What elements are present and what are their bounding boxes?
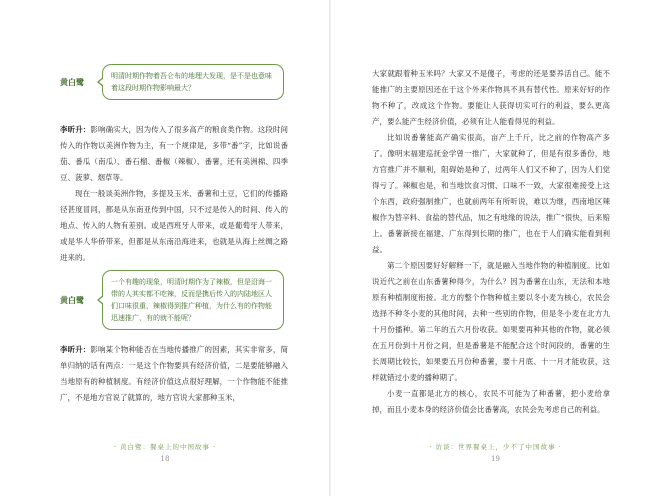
paragraph bbox=[60, 122, 288, 186]
paragraph: 大家就跟着种玉米吗？大家又不是傻子，考虑的还是要养活自己。能不能推广的主要原因还在于这个外来作物具不具有替代性。原来好好的作物不种了，改成这个作物。要能让人获得切实可行的利益，要么更高产，要么能产生经济价值，必须有让人能看得见的利益。 bbox=[372, 69, 610, 126]
paragraph: 比如说番薯能高产确实很高，亩产上千斤，比之前的作物高产多了。像明末福建巡抚金学曾一推广，大家就种了，但是有很多番份，地方官推广并不顺利，阻碍始是种了，过两年人们又不种了，因为人们觉得亏了。辣椒也是，和当地饮食习惯、口味不一致，大家很难接受上这个东西，政府强制推广，也就前两年有所听说，难以为继，西南地区辣椒作为替辛料、食盐的替代品，加之有地缘的说法，推广“很快，后来赔上。番薯新接在福建、广东得到长期的推广，也在于人们确实能看到利益。 bbox=[372, 133, 610, 254]
answer-speaker: 李昕升： bbox=[60, 125, 91, 134]
callout-question-2 bbox=[60, 270, 284, 330]
answer-block-1 bbox=[60, 122, 288, 266]
paragraph: 小麦一直都是北方的核心，农民不可能为了种番薯，把小麦给拿掉，而且小麦本身的经济价值会比番薯高，农民会先考虑自己的利益。 bbox=[372, 389, 610, 414]
page-number: 18 bbox=[160, 455, 170, 463]
callout-bubble: 明清时期作物着吾仑布的地理大发现，是不是也意味着这段时期作物影响最大？ bbox=[102, 64, 284, 100]
right-page bbox=[330, 0, 661, 496]
callout-speaker: 黄白鹭 bbox=[60, 76, 84, 87]
paragraph-text: 影响确实大，因为传入了很多高产的粮食类作物。这段时间传入的作物以美洲作物为主，有一个规律是，多带“番”字，比如说番茄、番瓜（南瓜）、番石榴、番椒（辣椒）、番薯，还有美洲棉、四季豆、菠萝、烟草等。 bbox=[60, 125, 289, 182]
callout-speaker: 黄白鹭 bbox=[60, 294, 84, 305]
paragraph: 第二个原因要好好解释一下，就是融入当地作物的种植制度。比如说近代之前在山东番薯种得少，为什么？因为番薯在山东，无法和本地原有种植制度衔接。北方的整个作物种植主要以冬小麦为核心，农民会选择不种冬小麦的其他时间，去种一些别的作物，但是冬小麦在北方九十月份播种。第二年的五六月份收获。如果要再种其他的作物，就必须在五月份到十月份之间，但是番薯是不能配合这个时间段的，番薯的生长周期比较长，如果要五月份种番薯，要十月底、十一月才能收获，这样就错过小麦的播种期了。 bbox=[372, 261, 610, 382]
answer-block-2 bbox=[60, 342, 288, 406]
callout-question-1 bbox=[60, 64, 284, 100]
page-number: 19 bbox=[491, 455, 500, 463]
answer-speaker: 李昕升： bbox=[60, 345, 91, 354]
body-text-block bbox=[372, 66, 610, 418]
paragraph: 现在一般谈美洲作物，多提及玉米、番薯和土豆，它们的传播路径甚度冒同，都是从东南亚传到中国，只不过是传入的时间、传入的地点、传入的人物有差别。或是西班牙人带来，或是葡萄牙人带来，或是华人华侨带来，但都是从东南沿海进来，也就是从海上丝绸之路进来的。 bbox=[60, 189, 288, 262]
paragraph bbox=[60, 342, 288, 406]
left-page bbox=[0, 0, 330, 496]
running-footer: · 黄白鹭：餐桌上的中国故事 · bbox=[113, 443, 217, 451]
running-footer: · 访谈：世界餐桌上，少不了中国故事 · bbox=[429, 443, 562, 451]
paragraph-text: 影响某个物种能否在当地传播推广的因素，其实非常多，简单归纳的话有两点：一是这个作物要具有经济价值，二是要能够融入当地原有的种植制度。有经济价值这点很好理解，一个作物能不能推广，不是地方官说了就算的，地方官说大家都种玉米， bbox=[60, 345, 289, 402]
callout-bubble: 一个有趣的现象，明清时期作为了辣椒，但是沿海一带的人其实都不吃辣，反而是携后传入的内陆地区人们口味很重，辣椒得到推广种植，为什么有的作物能迅速推广，有的就不能呢？ bbox=[102, 270, 284, 330]
